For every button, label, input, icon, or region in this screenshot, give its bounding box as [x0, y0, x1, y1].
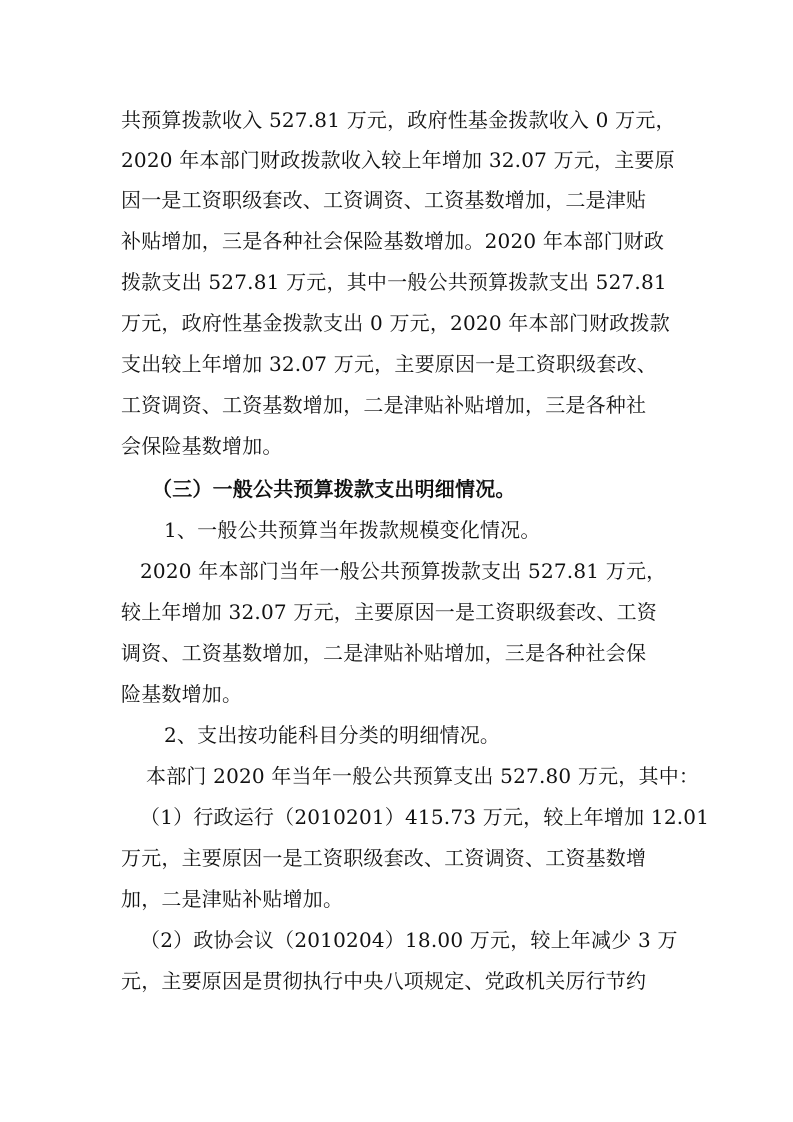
paragraph-line: 调资、工资基数增加，二是津贴补贴增加，三是各种社会保	[121, 641, 647, 665]
paragraph-line: 会保险基数增加。	[121, 434, 283, 458]
paragraph-line: 加，二是津贴补贴增加。	[121, 887, 344, 911]
paragraph-line: 补贴增加，三是各种社会保险基数增加。2020 年本部门财政	[121, 229, 665, 253]
paragraph-line: 共预算拨款收入 527.81 万元，政府性基金拨款收入 0 万元，	[121, 108, 676, 132]
section-heading: （三）一般公共预算拨款支出明细情况。	[152, 477, 516, 501]
paragraph-line: 险基数增加。	[121, 682, 243, 706]
paragraph-line: 拨款支出 527.81 万元，其中一般公共预算拨款支出 527.81	[121, 270, 667, 294]
paragraph-line: 较上年增加 32.07 万元，主要原因一是工资职级套改、工资	[121, 600, 657, 624]
paragraph-line: 本部门 2020 年当年一般公共预算支出 527.80 万元，其中：	[146, 764, 700, 788]
subsection-heading: 2、支出按功能科目分类的明细情况。	[164, 723, 501, 747]
paragraph-line: 2020 年本部门当年一般公共预算拨款支出 527.81 万元，	[140, 559, 667, 583]
paragraph-line: （1）行政运行（2010201）415.73 万元，较上年增加 12.01	[140, 805, 710, 829]
paragraph-line: 支出较上年增加 32.07 万元，主要原因一是工资职级套改、	[121, 352, 657, 376]
subsection-heading: 1、一般公共预算当年拨款规模变化情况。	[164, 518, 541, 542]
paragraph-line: 元，主要原因是贯彻执行中央八项规定、党政机关厉行节约	[121, 969, 647, 993]
paragraph-line: 工资调资、工资基数增加，二是津贴补贴增加，三是各种社	[121, 393, 647, 417]
paragraph-line: （2）政协会议（2010204）18.00 万元，较上年减少 3 万	[140, 928, 678, 952]
paragraph-line: 万元，主要原因一是工资职级套改、工资调资、工资基数增	[121, 846, 647, 870]
paragraph-line: 因一是工资职级套改、工资调资、工资基数增加，二是津贴	[121, 188, 647, 212]
paragraph-line: 万元，政府性基金拨款支出 0 万元，2020 年本部门财政拨款	[121, 311, 670, 335]
paragraph-line: 2020 年本部门财政拨款收入较上年增加 32.07 万元，主要原	[121, 148, 675, 172]
